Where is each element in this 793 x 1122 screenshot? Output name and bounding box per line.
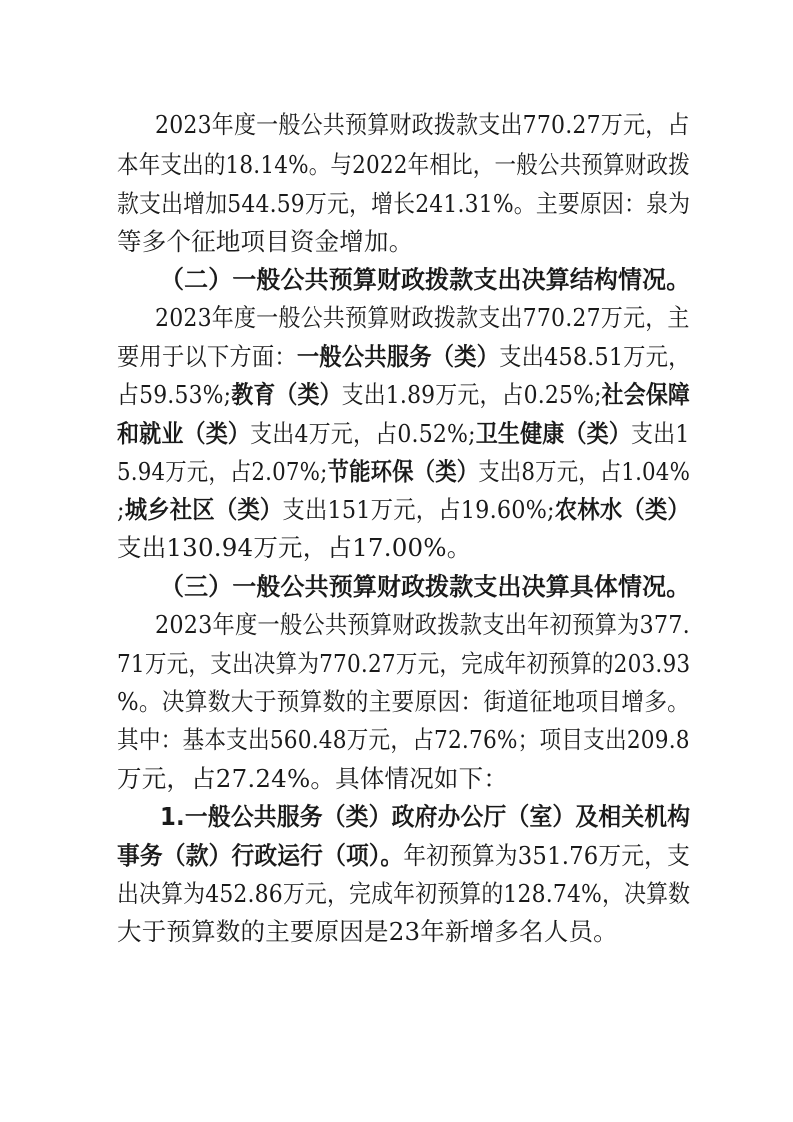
paragraph-2-line-7: 支出130.94万元，占17.00%。 [117, 533, 472, 562]
category-energy-environment: 节能环保（类） [327, 457, 479, 486]
paragraph-1-line-4: 等多个征地项目资金增加。 [117, 227, 414, 256]
text-segment: 支出1 [631, 419, 690, 448]
paragraph-2-line-3 [117, 377, 690, 413]
category-education: 教育（类） [231, 380, 342, 409]
item-title: 事务（款）行政运行（项）。 [117, 841, 404, 870]
paragraph-2-line-4 [117, 416, 690, 452]
paragraph-4-line-1: 1.一般公共服务（类）政府办公厅（室）及相关机构 [160, 802, 691, 831]
category-social-security: 社会保障 [601, 380, 690, 409]
text-segment: 占59.53%; [117, 380, 232, 409]
text-segment: ; [117, 495, 125, 524]
paragraph-1-line-2: 本年支出的18.14%。与2022年相比，一般公共预算财政拨 [117, 150, 690, 179]
text-segment: 5.94万元，占2.07%; [117, 457, 328, 486]
text-segment: 要用于以下方面： [117, 342, 297, 371]
text-segment: 支出8万元，占1.04% [478, 457, 691, 486]
category-agriculture: 农林水（类） [554, 495, 690, 524]
section-heading-2: （二）一般公共预算财政拨款支出决算结构情况。 [160, 265, 691, 294]
category-health: 卫生健康（类） [475, 419, 632, 448]
paragraph-3-line-1: 2023年度一般公共预算财政拨款支出年初预算为377. [155, 610, 690, 639]
paragraph-3-line-2: 71万元，支出决算为770.27万元，完成年初预算的203.93 [117, 649, 691, 678]
paragraph-4-line-2 [117, 838, 690, 874]
paragraph-3-line-5: 万元，占27.24%。具体情况如下： [117, 764, 509, 793]
paragraph-2-line-2 [117, 339, 691, 375]
section-heading-3: （三）一般公共预算财政拨款支出决算具体情况。 [160, 572, 691, 601]
paragraph-2-line-1: 2023年度一般公共预算财政拨款支出770.27万元，主 [155, 303, 690, 332]
text-segment: 支出151万元，占19.60%; [282, 495, 555, 524]
paragraph-1-line-3: 款支出增加544.59万元，增长241.31%。主要原因：泉为 [117, 189, 691, 218]
paragraph-2-line-6 [117, 492, 690, 528]
category-employment: 和就业（类） [117, 419, 251, 448]
paragraph-4-line-4: 大于预算数的主要原因是23年新增多名人员。 [117, 917, 618, 946]
text-segment: 年初预算为351.76万元，支 [403, 841, 690, 870]
text-segment: 支出458.51万元， [499, 342, 691, 371]
category-general-public-services: 一般公共服务（类） [296, 342, 500, 371]
paragraph-1-line-1: 2023年度一般公共预算财政拨款支出770.27万元，占 [155, 110, 690, 139]
category-urban-rural: 城乡社区（类） [124, 495, 283, 524]
paragraph-3-line-4: 其中：基本支出560.48万元，占72.76%；项目支出209.8 [117, 725, 690, 754]
paragraph-2-line-5 [117, 454, 690, 490]
text-segment: 支出1.89万元，占0.25%; [341, 380, 602, 409]
paragraph-4-line-3: 出决算为452.86万元，完成年初预算的128.74%，决算数 [117, 879, 691, 908]
paragraph-3-line-3: %。决算数大于预算数的主要原因：街道征地项目增多。 [117, 687, 691, 716]
text-segment: 支出4万元，占0.52%; [250, 419, 476, 448]
